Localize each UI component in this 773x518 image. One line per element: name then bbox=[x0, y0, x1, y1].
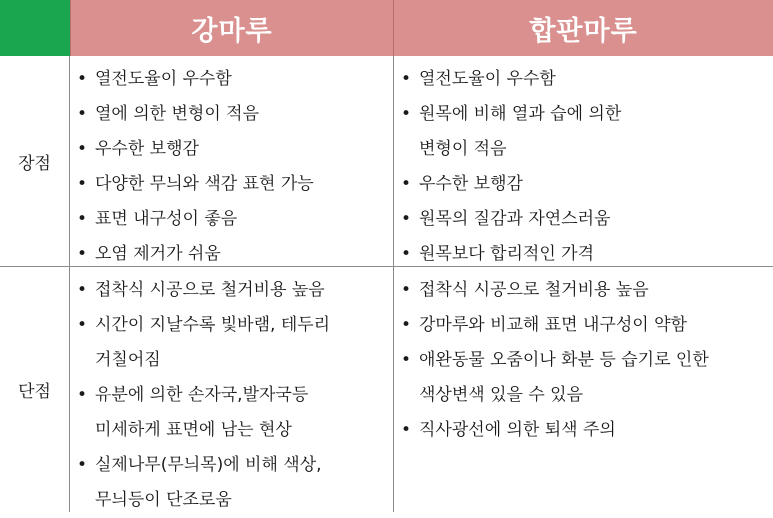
list-item bbox=[394, 167, 773, 202]
list-item-text: • 열전도율이 우수함 bbox=[419, 69, 556, 89]
list-item bbox=[394, 97, 773, 167]
list-item-text: • 애완동물 오줌이나 화분 등 습기로 인한 bbox=[419, 350, 709, 370]
list-item bbox=[70, 132, 393, 167]
header-col-1: 강마루 bbox=[70, 0, 394, 56]
list-item-text: • 시간이 지날수록 빛바램, 테두리 bbox=[95, 315, 331, 335]
list-item-text: • 열전도율이 우수함 bbox=[95, 69, 232, 89]
cons-col-1 bbox=[70, 267, 394, 512]
cons-list-1 bbox=[70, 267, 393, 518]
list-item bbox=[70, 62, 393, 97]
pros-col-2 bbox=[394, 56, 773, 267]
pros-list-2 bbox=[394, 56, 773, 272]
list-item bbox=[394, 308, 773, 343]
list-item-text: • 오염 제거가 쉬움 bbox=[95, 244, 221, 264]
list-item-text: • 유분에 의한 손자국,발자국등 bbox=[95, 385, 309, 405]
row-label-pros: 장점 bbox=[0, 56, 70, 267]
list-item bbox=[70, 167, 393, 202]
list-item bbox=[70, 308, 393, 378]
list-item bbox=[394, 273, 773, 308]
row-label-cons: 단점 bbox=[0, 267, 70, 512]
list-item-text: • 우수한 보행감 bbox=[419, 174, 523, 194]
header-col-2: 합판마루 bbox=[394, 0, 773, 56]
list-item-text: • 원목보다 합리적인 가격 bbox=[419, 244, 595, 264]
list-item bbox=[394, 62, 773, 97]
list-item-text: • 원목의 질감과 자연스러움 bbox=[419, 209, 611, 229]
list-item-text: • 다양한 무늬와 색감 표현 가능 bbox=[95, 174, 314, 194]
list-item bbox=[394, 413, 773, 448]
list-item-text: 무늬등이 단조로움 bbox=[95, 490, 232, 510]
list-item-text: 색상변색 있을 수 있음 bbox=[419, 385, 584, 405]
list-item-text: • 표면 내구성이 좋음 bbox=[95, 209, 238, 229]
header-corner bbox=[0, 0, 70, 56]
pros-list-1 bbox=[70, 56, 393, 272]
list-item-text: • 접착식 시공으로 철거비용 높음 bbox=[95, 280, 325, 300]
list-item-text: • 접착식 시공으로 철거비용 높음 bbox=[419, 280, 649, 300]
list-item-text: • 직사광선에 의한 퇴색 주의 bbox=[419, 420, 616, 440]
list-item-text: • 열에 의한 변형이 적음 bbox=[95, 104, 260, 124]
list-item bbox=[70, 448, 393, 518]
list-item-text: 변형이 적음 bbox=[419, 139, 507, 159]
list-item bbox=[70, 97, 393, 132]
list-item-text: 미세하게 표면에 남는 현상 bbox=[95, 420, 292, 440]
list-item bbox=[394, 202, 773, 237]
list-item-text: • 원목에 비해 열과 습에 의한 bbox=[419, 104, 622, 124]
cons-col-2 bbox=[394, 267, 773, 512]
list-item bbox=[394, 343, 773, 413]
list-item bbox=[70, 202, 393, 237]
cons-list-2 bbox=[394, 267, 773, 448]
list-item-text: • 우수한 보행감 bbox=[95, 139, 199, 159]
pros-col-1 bbox=[70, 56, 394, 267]
list-item-text: 거칠어짐 bbox=[95, 350, 161, 370]
list-item-text: • 실제나무(무늬목)에 비해 색상, bbox=[95, 455, 322, 475]
list-item bbox=[70, 273, 393, 308]
list-item-text: • 강마루와 비교해 표면 내구성이 약함 bbox=[419, 315, 687, 335]
list-item bbox=[70, 378, 393, 448]
